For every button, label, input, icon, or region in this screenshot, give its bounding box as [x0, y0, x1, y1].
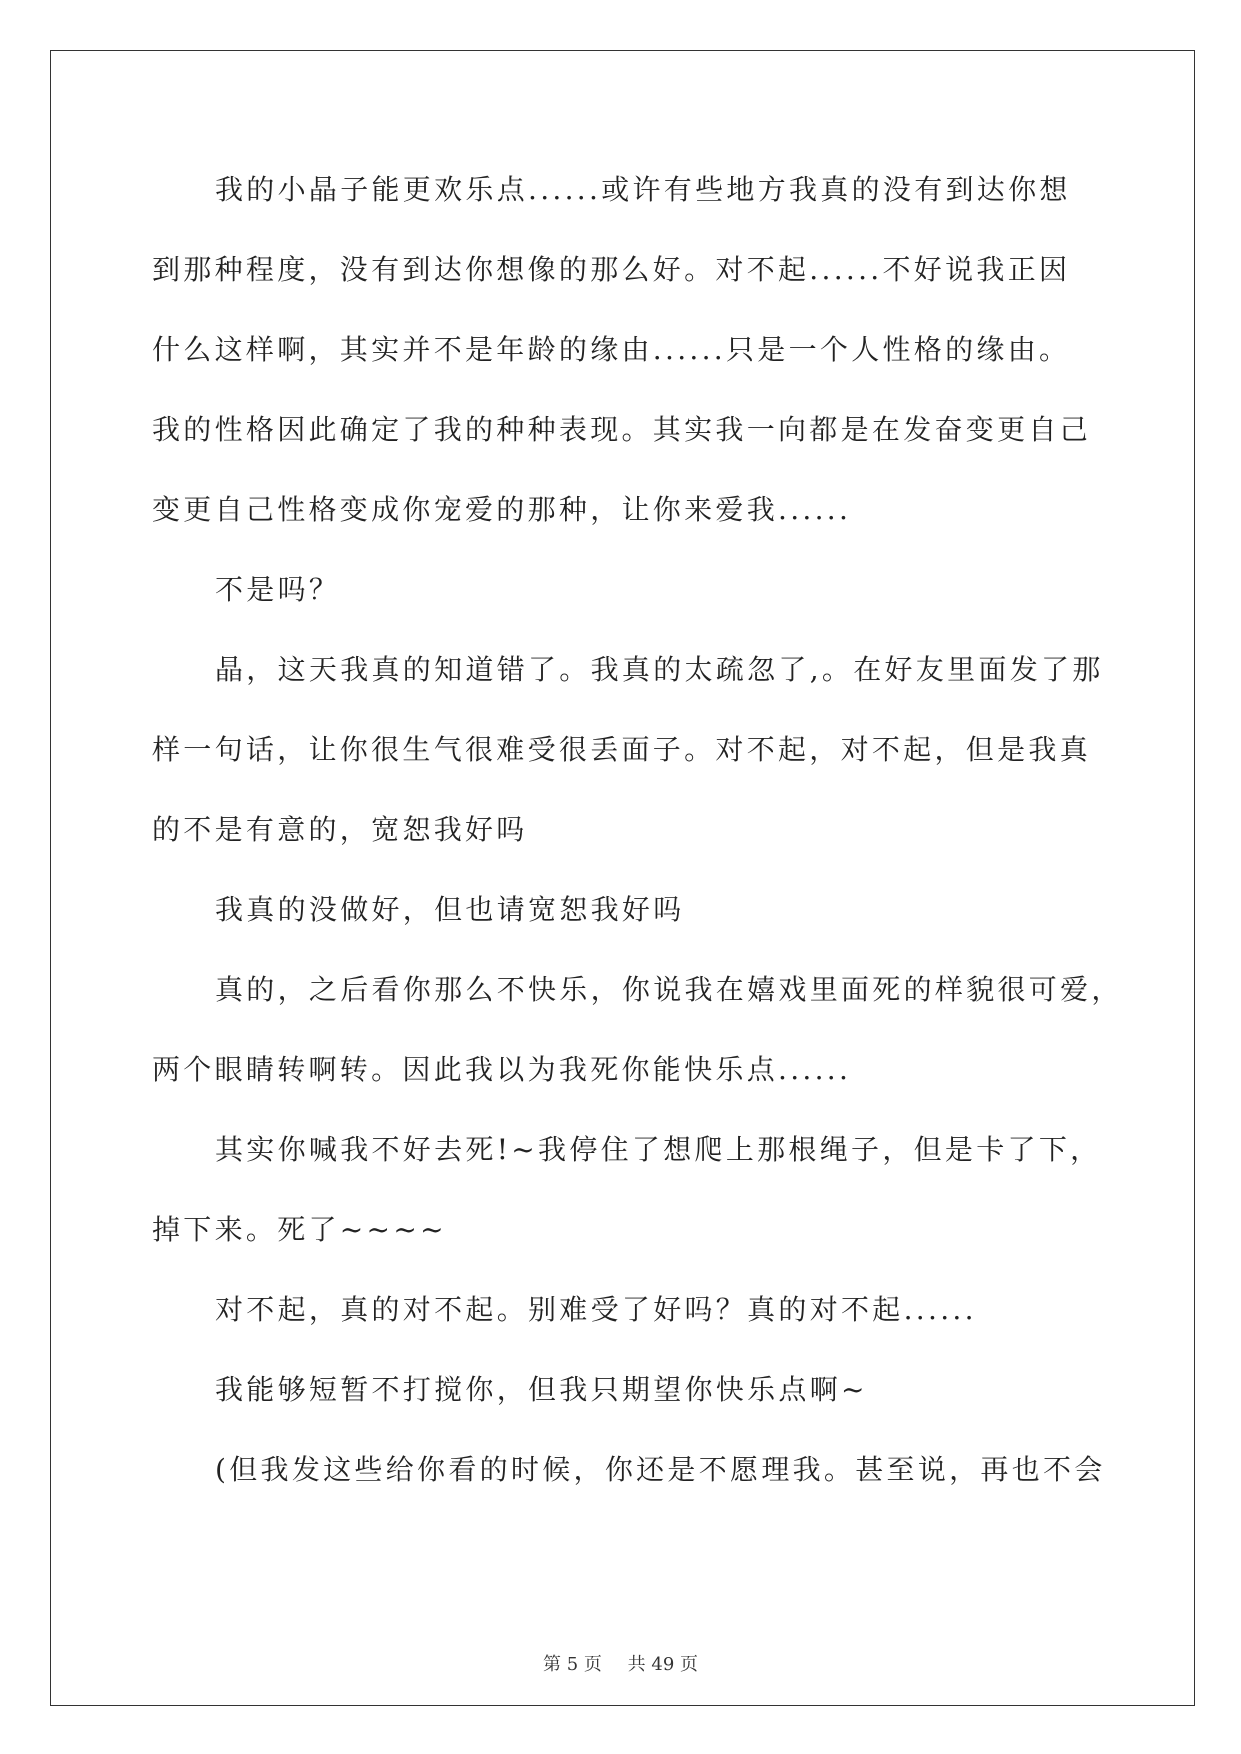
text-line: 什么这样啊，其实并不是年龄的缘由......只是一个人性格的缘由。: [152, 333, 1071, 366]
text-line: 两个眼睛转啊转。因此我以为我死你能快乐点......: [152, 1053, 852, 1086]
text-line: 晶，这天我真的知道错了。我真的太疏忽了,。在好友里面发了那: [215, 653, 1104, 686]
text-line: 的不是有意的，宽恕我好吗: [152, 813, 528, 846]
text-line: 我真的没做好，但也请宽恕我好吗: [215, 893, 685, 926]
page-total: 共 49 页: [627, 1654, 698, 1675]
text-line: 样一句话，让你很生气很难受很丢面子。对不起，对不起，但是我真: [152, 733, 1092, 766]
text-line: (但我发这些给你看的时候，你还是不愿理我。甚至说，再也不会: [215, 1453, 1106, 1486]
text-line: 我的小晶子能更欢乐点......或许有些地方我真的没有到达你想: [215, 173, 1071, 206]
text-line: 真的，之后看你那么不快乐，你说我在嬉戏里面死的样貌很可爱，: [215, 973, 1123, 1006]
page-footer: [0, 1650, 1241, 1676]
text-line: 其实你喊我不好去死!~我停住了想爬上那根绳子，但是卡了下，: [215, 1133, 1102, 1166]
text-line: 我能够短暂不打搅你，但我只期望你快乐点啊~: [215, 1373, 868, 1406]
text-line: 不是吗？: [215, 573, 341, 606]
text-line: 对不起，真的对不起。别难受了好吗？真的对不起......: [215, 1293, 977, 1326]
text-line: 掉下来。死了~~~~: [152, 1213, 447, 1246]
text-line: 到那种程度，没有到达你想像的那么好。对不起......不好说我正因: [152, 253, 1071, 286]
text-line: 变更自己性格变成你宠爱的那种，让你来爱我......: [152, 493, 852, 526]
page-number: 第 5 页: [543, 1654, 602, 1675]
text-line: 我的性格因此确定了我的种种表现。其实我一向都是在发奋变更自己: [152, 413, 1092, 446]
